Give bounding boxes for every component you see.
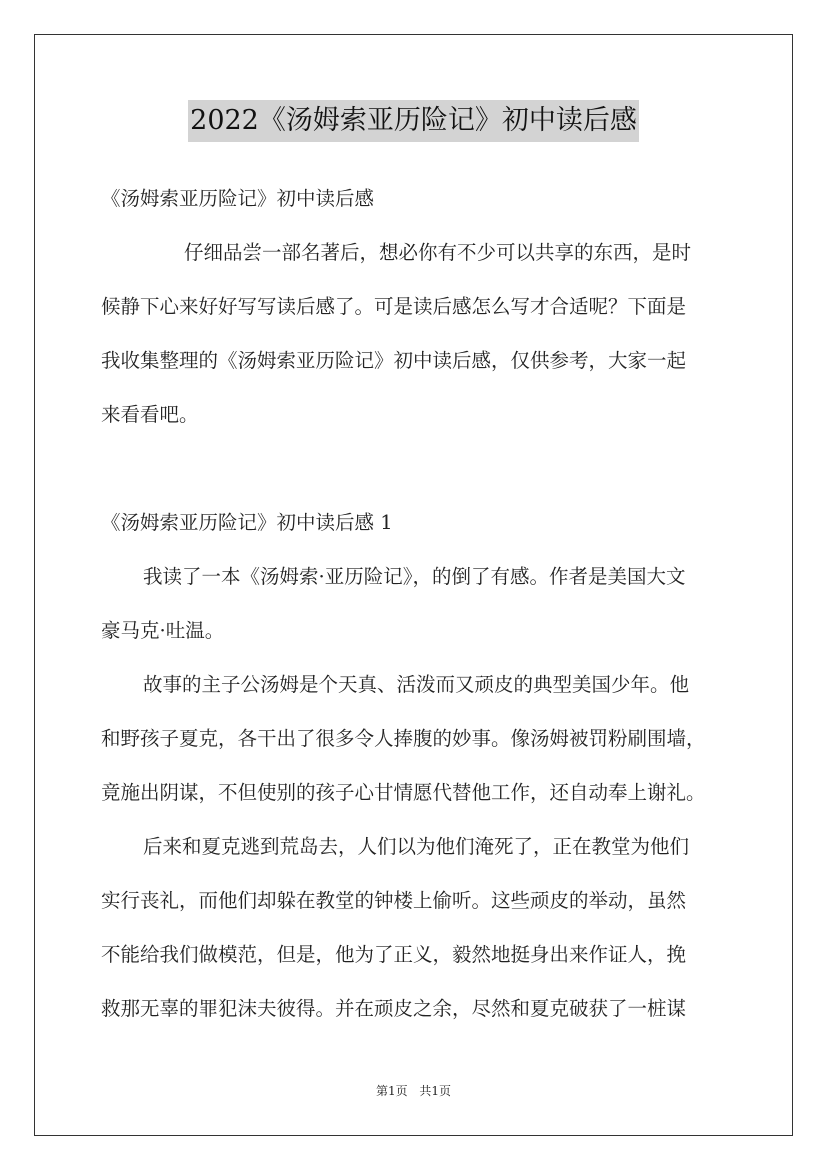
body-line: 实行丧礼，而他们却躲在教堂的钟楼上偷听。这些顽皮的举动，虽然 [101, 889, 687, 912]
document-subtitle: 《汤姆索亚历险记》初中读后感 [101, 187, 375, 210]
section-heading: 《汤姆索亚历险记》初中读后感 1 [101, 511, 393, 534]
body-line: 我读了一本《汤姆索·亚历险记》，的倒了有感。作者是美国大文 [143, 565, 686, 588]
intro-line: 候静下心来好好写写读后感了。可是读后感怎么写才合适呢？下面是 [101, 295, 687, 318]
body-line: 不能给我们做模范，但是，他为了正义，毅然地挺身出来作证人，挽 [101, 943, 687, 966]
body-line: 和野孩子夏克，各干出了很多令人捧腹的妙事。像汤姆被罚粉刷围墙， [101, 727, 706, 750]
body-line: 竟施出阴谋，不但使别的孩子心甘情愿代替他工作，还自动奉上谢礼。 [101, 781, 706, 804]
page-number: 第1页 [375, 1084, 408, 1098]
body-line: 豪马克·吐温。 [101, 619, 225, 642]
document-title: 2022《汤姆索亚历险记》初中读后感 [188, 100, 639, 142]
intro-line: 我收集整理的《汤姆索亚历险记》初中读后感，仅供参考，大家一起 [101, 349, 687, 372]
body-line: 救那无辜的罪犯沫夫彼得。并在顽皮之余，尽然和夏克破获了一桩谋 [101, 997, 687, 1020]
page-total: 共1页 [419, 1084, 452, 1098]
intro-line: 来看看吧。 [101, 403, 199, 426]
page-footer [0, 1082, 827, 1099]
title-container [0, 100, 827, 142]
body-line: 后来和夏克逃到荒岛去，人们以为他们淹死了，正在教堂为他们 [143, 835, 690, 858]
body-line: 故事的主子公汤姆是个天真、活泼而又顽皮的典型美国少年。他 [143, 673, 690, 696]
intro-line: 仔细品尝一部名著后，想必你有不少可以共享的东西，是时 [184, 241, 692, 264]
